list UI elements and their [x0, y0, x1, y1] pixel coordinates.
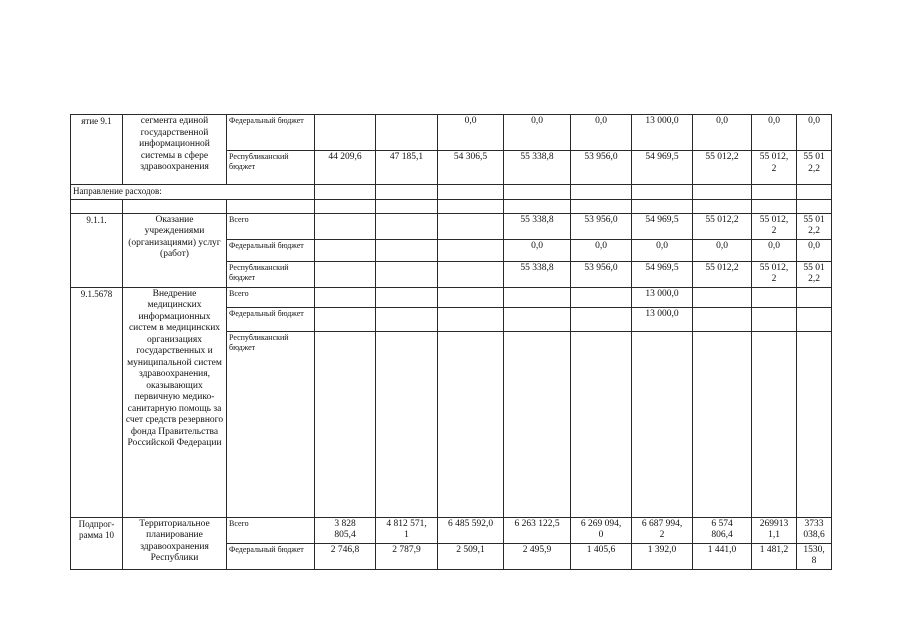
amount-cell: 55 01 2,2	[797, 151, 832, 185]
amount-cell: 54 306,5	[438, 151, 504, 185]
amount-cell	[315, 239, 376, 261]
amount-cell: 6 687 994, 2	[632, 517, 693, 543]
amount-cell: 1 481,2	[752, 543, 797, 569]
empty-cell	[504, 185, 571, 200]
amount-cell: 3 828 805,4	[315, 517, 376, 543]
table-row	[71, 517, 832, 543]
amount-cell: 54 969,5	[632, 213, 693, 239]
empty-cell	[71, 199, 123, 213]
amount-cell: 55 012,2	[693, 213, 752, 239]
row-code: ятие 9.1	[71, 115, 123, 185]
amount-cell	[376, 115, 438, 151]
amount-cell	[797, 307, 832, 331]
amount-cell: 0,0	[571, 239, 632, 261]
empty-cell	[123, 199, 227, 213]
empty-cell	[752, 199, 797, 213]
amount-cell: 13 000,0	[632, 115, 693, 151]
amount-cell: 0,0	[571, 115, 632, 151]
funding-source: Федеральный бюджет	[227, 307, 315, 331]
amount-cell: 54 969,5	[632, 151, 693, 185]
amount-cell	[376, 239, 438, 261]
funding-source: Федеральный бюджет	[227, 115, 315, 151]
table-row	[71, 213, 832, 239]
amount-cell	[376, 287, 438, 307]
amount-cell: 55 338,8	[504, 151, 571, 185]
amount-cell	[571, 307, 632, 331]
amount-cell	[438, 261, 504, 287]
empty-cell	[632, 185, 693, 200]
amount-cell: 13 000,0	[632, 307, 693, 331]
amount-cell: 1 405,6	[571, 543, 632, 569]
empty-cell	[227, 199, 315, 213]
funding-source: Федеральный бюджет	[227, 239, 315, 261]
empty-cell	[797, 199, 832, 213]
amount-cell	[752, 331, 797, 517]
amount-cell: 1 392,0	[632, 543, 693, 569]
empty-cell	[752, 185, 797, 200]
amount-cell: 269913 1,1	[752, 517, 797, 543]
amount-cell	[797, 287, 832, 307]
row-name: Внедрение медицинских информационных систем в медицинских организациях государственных и муниципальной систем здравоохранения, оказывающих первичную медико-санитарную помощь за счет средств резервного фонда Правительства Российской Федерации	[123, 287, 227, 517]
amount-cell: 0,0	[504, 239, 571, 261]
amount-cell: 55 338,8	[504, 261, 571, 287]
row-code: 9.1.1.	[71, 213, 123, 287]
funding-source: Республиканский бюджет	[227, 331, 315, 517]
amount-cell	[438, 287, 504, 307]
amount-cell	[376, 331, 438, 517]
funding-source: Республиканский бюджет	[227, 261, 315, 287]
amount-cell: 0,0	[632, 239, 693, 261]
amount-cell: 55 012,2	[693, 261, 752, 287]
budget-table-body	[71, 115, 832, 570]
amount-cell: 1 441,0	[693, 543, 752, 569]
empty-cell	[632, 199, 693, 213]
empty-cell	[571, 185, 632, 200]
amount-cell	[504, 331, 571, 517]
amount-cell: 6 574 806,4	[693, 517, 752, 543]
amount-cell: 0,0	[797, 239, 832, 261]
amount-cell: 55 01 2,2	[797, 213, 832, 239]
amount-cell: 53 956,0	[571, 261, 632, 287]
amount-cell: 54 969,5	[632, 261, 693, 287]
amount-cell	[376, 307, 438, 331]
amount-cell: 0,0	[504, 115, 571, 151]
amount-cell: 1530, 8	[797, 543, 832, 569]
empty-cell	[315, 199, 376, 213]
amount-cell: 0,0	[752, 239, 797, 261]
amount-cell: 0,0	[693, 115, 752, 151]
row-name: Оказание учреждениями (организациями) услуг (работ)	[123, 213, 227, 287]
amount-cell: 55 012, 2	[752, 261, 797, 287]
budget-table	[70, 114, 832, 570]
row-code: 9.1.5678	[71, 287, 123, 517]
amount-cell	[315, 307, 376, 331]
amount-cell	[571, 287, 632, 307]
amount-cell	[571, 331, 632, 517]
amount-cell: 55 012, 2	[752, 213, 797, 239]
amount-cell: 55 012, 2	[752, 151, 797, 185]
amount-cell	[376, 213, 438, 239]
amount-cell	[376, 261, 438, 287]
amount-cell: 47 185,1	[376, 151, 438, 185]
amount-cell	[752, 307, 797, 331]
section-row	[71, 185, 832, 200]
amount-cell: 3733 038,6	[797, 517, 832, 543]
amount-cell: 53 956,0	[571, 151, 632, 185]
empty-cell	[376, 199, 438, 213]
amount-cell: 44 209,6	[315, 151, 376, 185]
amount-cell	[693, 331, 752, 517]
amount-cell	[315, 287, 376, 307]
amount-cell: 2 787,9	[376, 543, 438, 569]
empty-cell	[438, 185, 504, 200]
amount-cell	[315, 261, 376, 287]
section-label: Направление расходов:	[71, 185, 315, 200]
amount-cell	[438, 213, 504, 239]
amount-cell	[632, 331, 693, 517]
table-row	[71, 115, 832, 151]
amount-cell: 0,0	[752, 115, 797, 151]
amount-cell: 0,0	[797, 115, 832, 151]
row-name: Территориальное планирование здравоохранения Республики	[123, 517, 227, 569]
empty-cell	[504, 199, 571, 213]
amount-cell	[315, 213, 376, 239]
funding-source: Всего	[227, 517, 315, 543]
amount-cell	[693, 307, 752, 331]
funding-source: Всего	[227, 287, 315, 307]
funding-source: Всего	[227, 213, 315, 239]
amount-cell	[438, 307, 504, 331]
amount-cell: 0,0	[693, 239, 752, 261]
amount-cell: 53 956,0	[571, 213, 632, 239]
empty-cell	[693, 199, 752, 213]
amount-cell: 6 269 094, 0	[571, 517, 632, 543]
empty-cell	[438, 199, 504, 213]
empty-cell	[693, 185, 752, 200]
amount-cell: 2 495,9	[504, 543, 571, 569]
amount-cell	[693, 287, 752, 307]
empty-cell	[315, 185, 376, 200]
amount-cell	[504, 287, 571, 307]
amount-cell: 6 263 122,5	[504, 517, 571, 543]
amount-cell: 6 485 592,0	[438, 517, 504, 543]
amount-cell: 55 012,2	[693, 151, 752, 185]
amount-cell	[315, 115, 376, 151]
funding-source: Республиканский бюджет	[227, 151, 315, 185]
spacer-row	[71, 199, 832, 213]
amount-cell: 0,0	[438, 115, 504, 151]
amount-cell: 4 812 571, 1	[376, 517, 438, 543]
amount-cell	[797, 331, 832, 517]
amount-cell	[438, 331, 504, 517]
row-name: сегмента единой государственной информационной системы в сфере здравоохранения	[123, 115, 227, 185]
empty-cell	[797, 185, 832, 200]
funding-source: Федеральный бюджет	[227, 543, 315, 569]
row-code: Подпрог- рамма 10	[71, 517, 123, 569]
amount-cell	[752, 287, 797, 307]
amount-cell: 2 746,8	[315, 543, 376, 569]
empty-cell	[571, 199, 632, 213]
table-row	[71, 287, 832, 307]
amount-cell: 2 509,1	[438, 543, 504, 569]
amount-cell: 55 338,8	[504, 213, 571, 239]
amount-cell	[438, 239, 504, 261]
empty-cell	[376, 185, 438, 200]
amount-cell: 13 000,0	[632, 287, 693, 307]
amount-cell	[504, 307, 571, 331]
amount-cell	[315, 331, 376, 517]
amount-cell: 55 01 2,2	[797, 261, 832, 287]
